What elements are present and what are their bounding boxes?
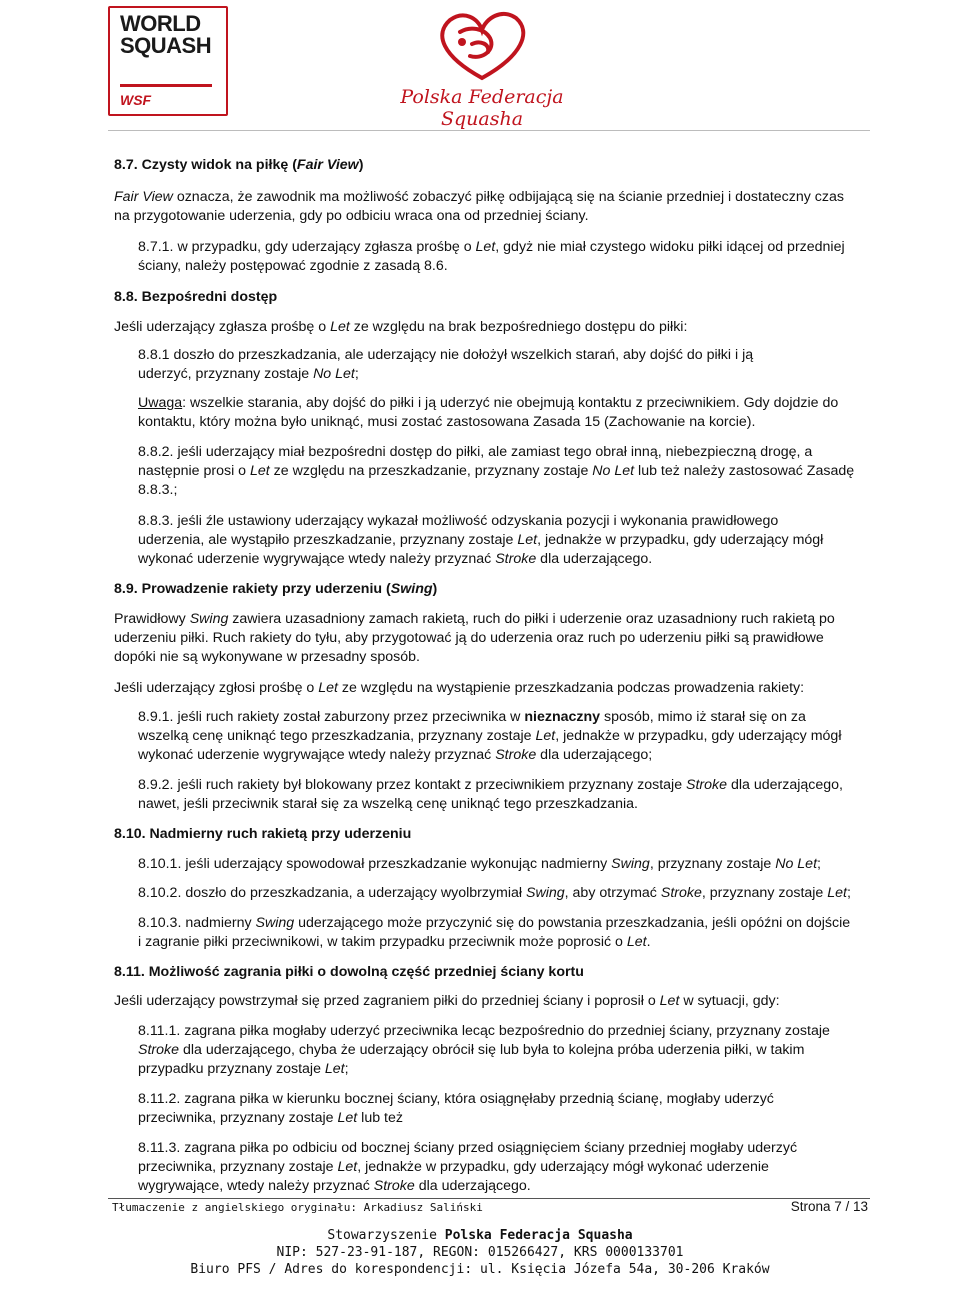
footer-ids: NIP: 527-23-91-187, REGON: 015266427, KRS 0000133701 xyxy=(276,1245,684,1260)
rule-8-11-2: 8.11.2. zagrana piłka w kierunku bocznej ściany, która osiągnęłaby przednią ścianę, mogłaby uderzyć xyxy=(138,1091,774,1107)
paragraph-line: Jeśli uderzający zgłosi prośbę o Let ze względu na wystąpienie przeszkadzania podczas prowadzenia rakiety: xyxy=(114,680,805,696)
pfs-heart-icon xyxy=(372,4,592,88)
wsf-logo-line1: WORLD xyxy=(120,11,201,36)
paragraph-line: nawet, jeśli przeciwnik starał się za wszelką cenę uniknąć tego przeszkadzania. xyxy=(138,796,638,812)
paragraph-line: kontaktu, który można było uniknąć, musi zostać zastosowana Zasada 15 (Zachowanie na korcie). xyxy=(138,414,756,430)
paragraph-line: uderzenia, ale wystąpiło przeszkadzanie, przyznany zostaje Let, jednakże w przypadku, gdy uderzający mógł xyxy=(138,532,824,548)
wsf-logo xyxy=(108,6,226,116)
paragraph-line: Prawidłowy Swing zawiera uzasadniony zamach rakietą, ruch do piłki i uderzenie oraz uzasadniony ruch rakietą po xyxy=(114,611,835,627)
rule-8-9-2: 8.9.2. jeśli ruch rakiety był blokowany przez kontakt z przeciwnikiem przyznany zostaje Stroke dla uderzającego, xyxy=(138,777,843,793)
rule-8-9-1: 8.9.1. jeśli ruch rakiety został zaburzony przez przeciwnika w nieznaczny sposób, mimo iż starał się on za xyxy=(138,709,806,725)
paragraph-line: dopóki nie są wykonywane w przesadny sposób. xyxy=(114,649,420,665)
rule-8-11-3: 8.11.3. zagrana piłka po odbiciu od bocznej ściany przed osiągnięciem ściany przedniej mogłaby uderzyć xyxy=(138,1140,798,1156)
rule-8-8-1: 8.8.1 doszło do przeszkadzania, ale uderzający nie dołożył wszelkich starań, aby dojść do piłki i ją xyxy=(138,347,754,363)
footer-org: Stowarzyszenie Polska Federacja Squasha xyxy=(327,1228,633,1243)
heading-8-8: 8.8. Bezpośredni dostęp xyxy=(114,289,278,305)
wsf-logo-abbr: WSF xyxy=(120,92,152,108)
wsf-logo-line2: SQUASH xyxy=(120,33,212,58)
page-number: Strona 7 / 13 xyxy=(790,1199,868,1214)
paragraph-line: wszelką cenę uniknąć tego przeszkadzania, przyznany zostaje Let, jednakże w przypadku, gdy uderzający mógł xyxy=(138,728,842,744)
paragraph-line: Jeśli uderzający zgłasza prośbę o Let ze względu na brak bezpośredniego dostępu do piłki: xyxy=(114,319,688,335)
rule-8-10-2: 8.10.2. doszło do przeszkadzania, a uderzający wyolbrzymiał Swing, aby otrzymać Stroke, przyznany zostaje Let; xyxy=(138,885,851,901)
paragraph-line: uderzeniu piłki. Ruch rakiety do tyłu, aby przygotować ją do uderzenia oraz ruch po uderzeniu piłki są prawidłowe xyxy=(114,630,824,646)
paragraph-line: na przygotowanie uderzenia, gdy po odbiciu wraca ona od przedniej ściany. xyxy=(114,208,589,224)
heading-8-11: 8.11. Możliwość zagrania piłki o dowolną część przedniej ściany kortu xyxy=(114,964,584,980)
paragraph-line: 8.8.3.; xyxy=(138,482,178,498)
rule-8-8-3: 8.8.3. jeśli źle ustawiony uderzający wykazał możliwość odzyskania pozycji i wykonania prawidłowego xyxy=(138,513,779,529)
paragraph-line: wykonać uderzenie wygrywające wtedy należy przyznać Stroke dla uderzającego. xyxy=(138,551,653,567)
paragraph-line: przypadku przyznany zostaje Let; xyxy=(138,1061,349,1077)
paragraph-line: Stroke dla uderzającego, chyba że uderzający obrócił się lub była to kolejna próba uderzenia piłki, w takim xyxy=(138,1042,805,1058)
rule-8-8-2: 8.8.2. jeśli uderzający miał bezpośredni dostęp do piłki, ale zamiast tego obrał inną, niebezpieczną drogę, a xyxy=(138,444,813,460)
paragraph-line: uderzyć, przyznany zostaje No Let; xyxy=(138,366,359,382)
rule-8-7-1: 8.7.1. w przypadku, gdy uderzający zgłasza prośbę o Let, gdyż nie miał czystego widoku piłki idącej od przedniej xyxy=(138,239,845,255)
heading-8-9: 8.9. Prowadzenie rakiety przy uderzeniu (Swing) xyxy=(114,581,438,597)
header-divider xyxy=(108,130,870,131)
paragraph-line: Jeśli uderzający powstrzymał się przed zagraniem piłki do przedniej ściany i poprosił o Let w sytuacji, gdy: xyxy=(114,993,780,1009)
paragraph-line: przeciwnika, przyznany zostaje Let lub też xyxy=(138,1110,403,1126)
paragraph-line: następnie prosi o Let ze względu na przeszkadzanie, przyznany zostaje No Let lub też należy zastosować Zasadę xyxy=(138,463,855,479)
paragraph-line: wykonać uderzenie wygrywające wtedy należy przyznać Stroke dla uderzającego; xyxy=(138,747,653,763)
rule-8-10-3: 8.10.3. nadmierny Swing uderzającego może przyczynić się do powstania przeszkadzania, jeśli opóźni on dojście xyxy=(138,915,851,931)
paragraph-line: wygrywające, wtedy należy przyznać Stroke dla uderzającego. xyxy=(138,1178,531,1194)
translator-credit: Tłumaczenie z angielskiego oryginału: Arkadiusz Saliński xyxy=(112,1201,483,1214)
heading-8-7: 8.7. Czysty widok na piłkę (Fair View) xyxy=(114,157,364,173)
pfs-logo xyxy=(372,4,592,130)
paragraph-line: Fair View oznacza, że zawodnik ma możliwość zobaczyć piłkę odbijającą się na ścianie przedniej i dostateczny czas xyxy=(114,189,844,205)
rule-8-11-1: 8.11.1. zagrana piłka mogłaby uderzyć przeciwnika lecąc bezpośrednio do przedniej ściany, przyznany zostaje xyxy=(138,1023,830,1039)
footer-address: Biuro PFS / Adres do korespondencji: ul. Księcia Józefa 54a, 30-206 Kraków xyxy=(190,1262,770,1277)
pfs-logo-text: Polska Federacja Squasha xyxy=(400,86,564,130)
heading-8-10: 8.10. Nadmierny ruch rakietą przy uderzeniu xyxy=(114,826,412,842)
paragraph-line: przeciwnika, przyznany zostaje Let, jednakże w przypadku, gdy uderzający mógł wykonać uderzenie xyxy=(138,1159,769,1175)
paragraph-line: ściany, należy postępować zgodnie z zasadą 8.6. xyxy=(138,258,448,274)
paragraph-line: i zagranie piłki przeciwnikowi, w takim przypadku przeciwnik może poprosić o Let. xyxy=(138,934,651,950)
note-line: Uwaga: wszelkie starania, aby dojść do piłki i ją uderzyć nie obejmują kontaktu z przeciwnikiem. Gdy dojdzie do xyxy=(138,395,839,411)
footer-divider xyxy=(108,1198,870,1199)
rule-8-10-1: 8.10.1. jeśli uderzający spowodował przeszkadzanie wykonując nadmierny Swing, przyznany zostaje No Let; xyxy=(138,856,821,872)
